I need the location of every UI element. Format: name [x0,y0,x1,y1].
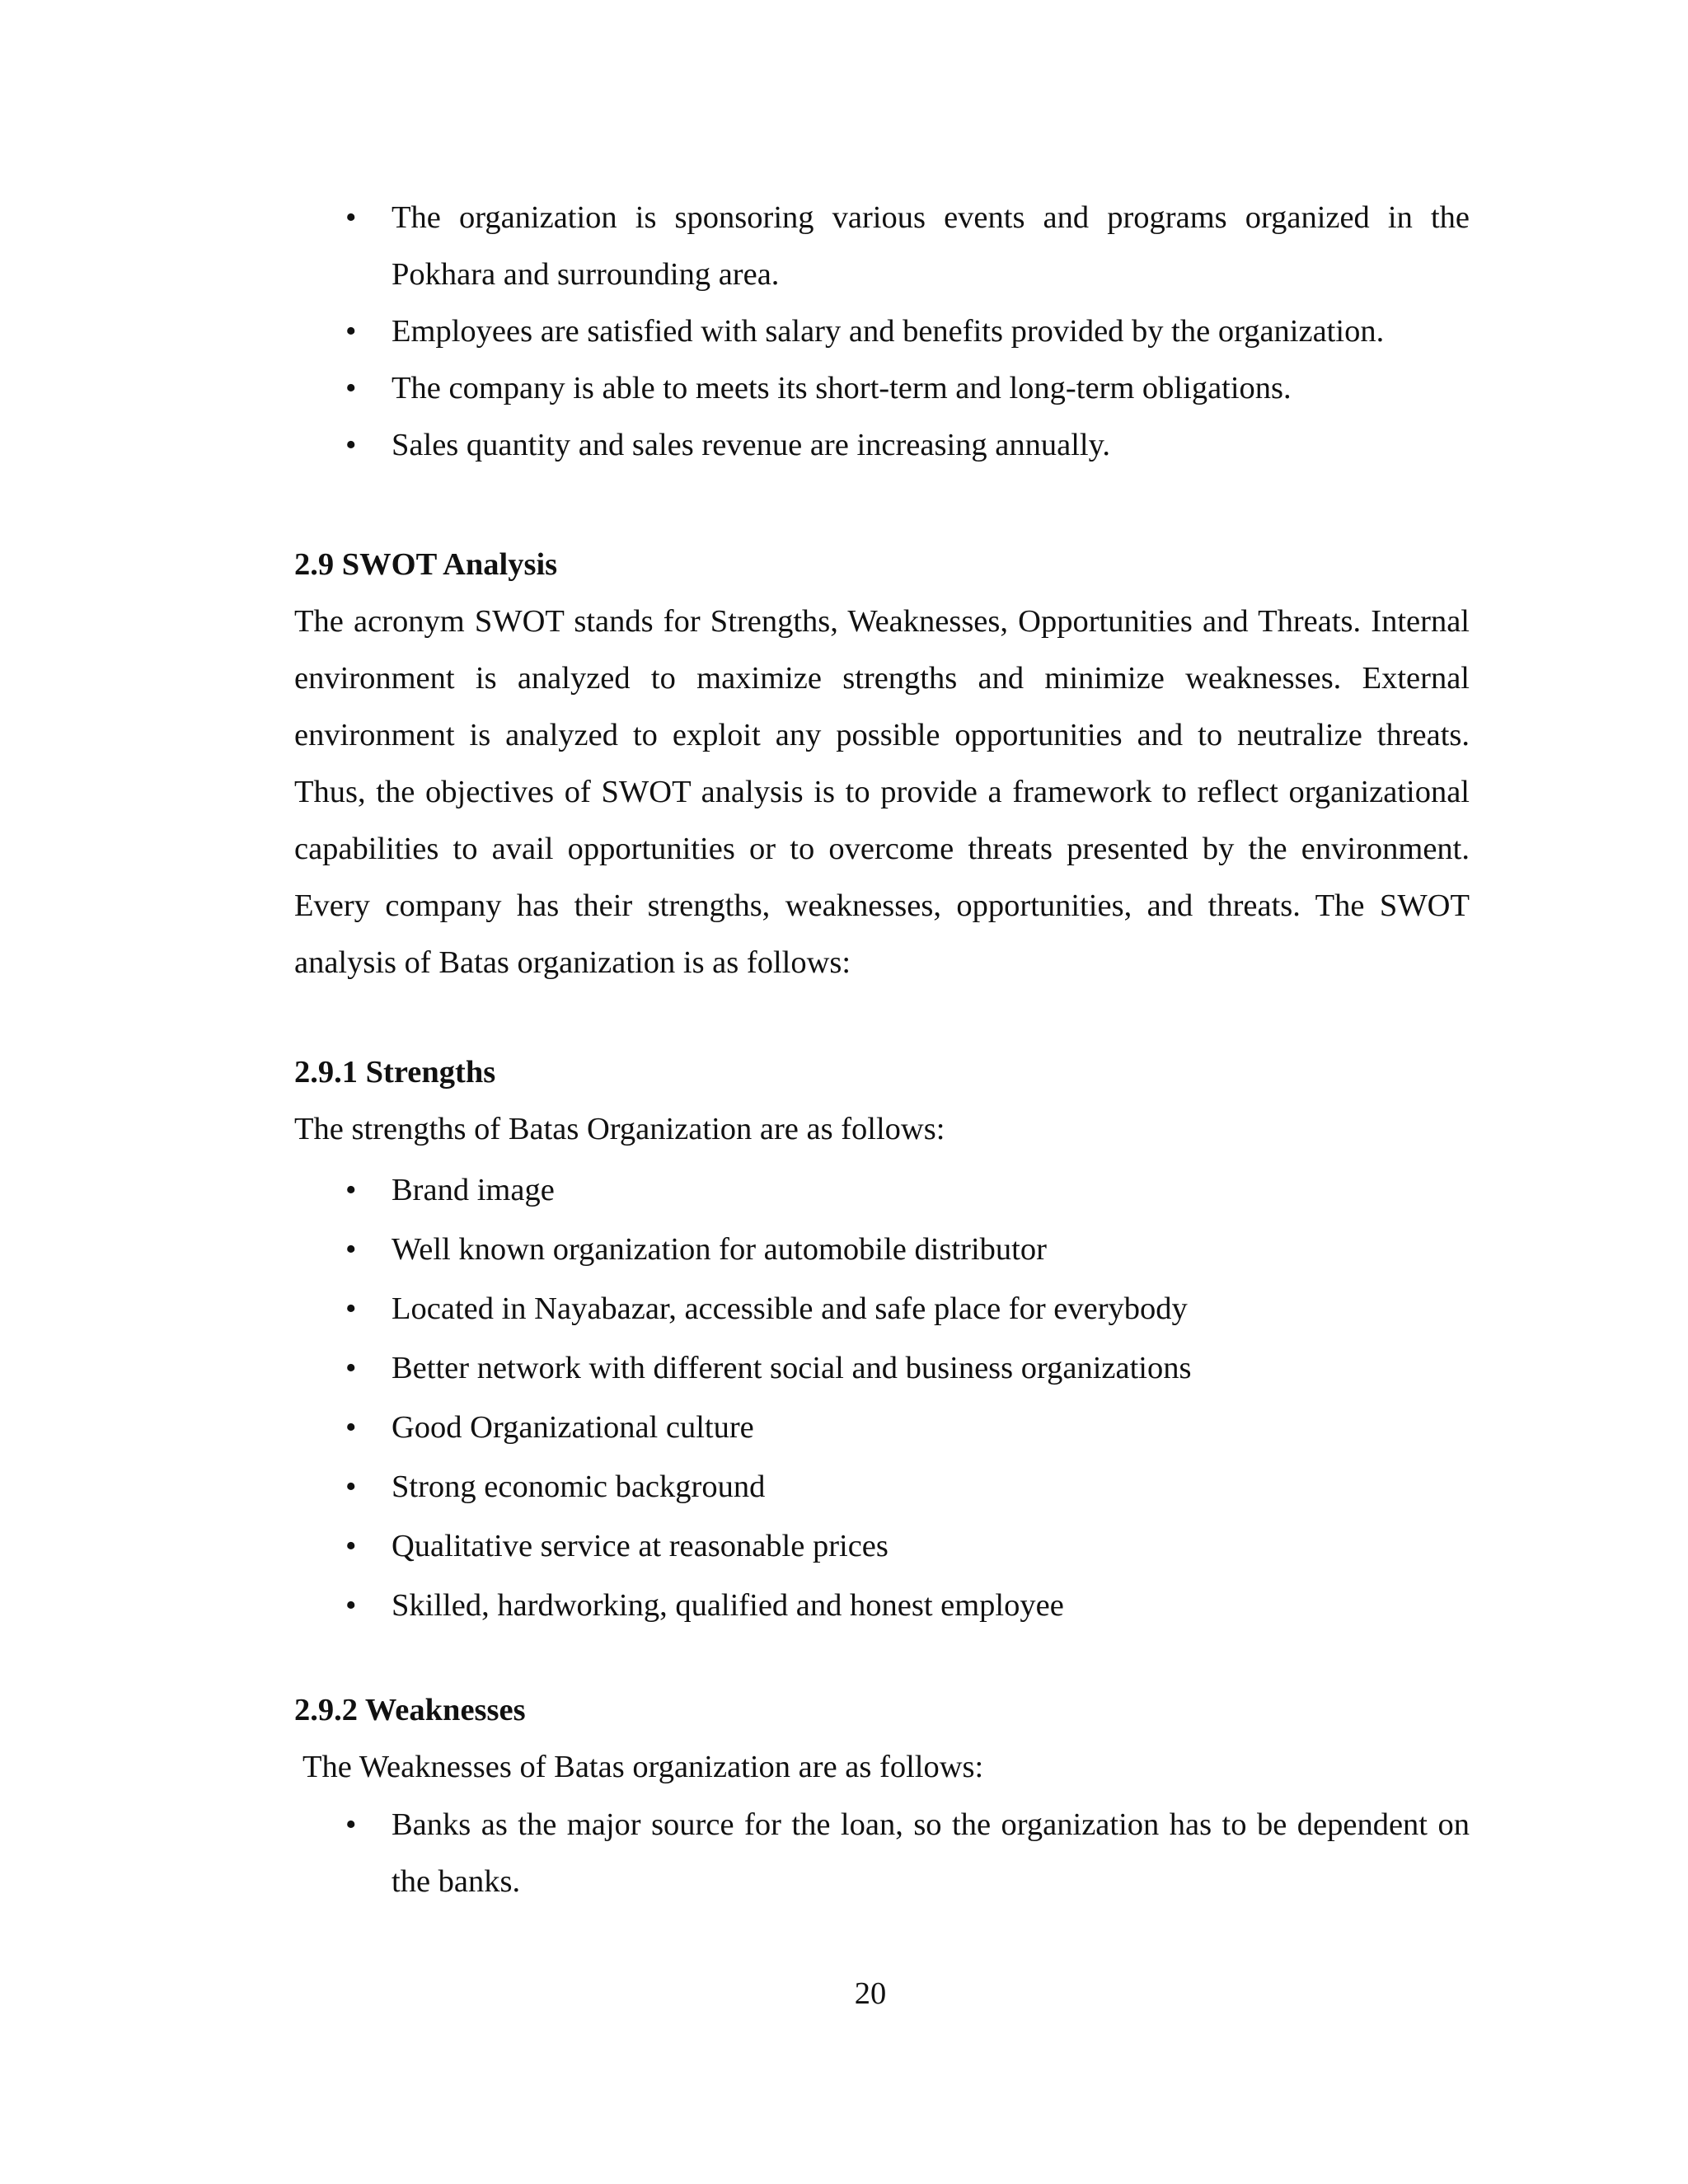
section-heading-weaknesses: 2.9.2 Weaknesses [294,1693,526,1727]
weaknesses-intro: The Weaknesses of Batas organization are as follows: [302,1750,984,1784]
bullet-icon: • [345,1291,357,1326]
list-item-text: The organization is sponsoring various events and programs organized in the Pokhara and surrounding area. [392,200,1470,292]
section-heading-swot: 2.9 SWOT Analysis [294,547,558,582]
list-item-text: Employees are satisfied with salary and benefits provided by the organization. [392,314,1385,349]
list-item [294,417,1470,474]
page-number: 20 [854,1976,887,2011]
bullet-icon: • [345,1410,357,1445]
list-item [294,303,1470,360]
list-item [294,1160,1470,1220]
list-item [294,1398,1470,1457]
list-item-text: The company is able to meets its short-term and long-term obligations. [392,371,1292,405]
list-item-text: Good Organizational culture [392,1410,754,1445]
list-item [294,1279,1470,1338]
list-item [294,1338,1470,1398]
bullet-icon: • [345,1529,357,1563]
list-item [294,360,1470,417]
list-item [294,1516,1470,1576]
list-item-text: Brand image [392,1173,555,1207]
bullet-icon: • [345,1469,357,1504]
list-item-text: Qualitative service at reasonable prices [392,1529,889,1563]
intro-bullet-list [294,190,1470,474]
section-heading-strengths: 2.9.1 Strengths [294,1055,496,1090]
bullet-icon: • [345,200,357,235]
bullet-icon: • [345,314,357,349]
list-item-text: Located in Nayabazar, accessible and safe place for everybody [392,1291,1188,1326]
list-item-text: Banks as the major source for the loan, so the organization has to be dependent on the banks. [392,1807,1470,1899]
list-item-text: Sales quantity and sales revenue are increasing annually. [392,428,1110,462]
list-item-text: Skilled, hardworking, qualified and honest employee [392,1588,1064,1623]
swot-paragraph: The acronym SWOT stands for Strengths, Weaknesses, Opportunities and Threats. Internal environment is analyzed to maximize strengths and minimize weaknesses. External environment is analyzed to exploit any possible opportunities and to neutralize threats. Thus, the objectives of SWOT analysis is to provide a framework to reflect organizational capabilities to avail opportunities or to overcome threats presented by the environment. Every company has their strengths, weaknesses, opportunities, and threats. The SWOT analysis of Batas organization is as follows: [294,604,1470,980]
bullet-icon: • [345,1351,357,1385]
list-item [294,1576,1470,1635]
bullet-icon: • [345,1588,357,1623]
strengths-bullet-list [294,1160,1470,1635]
list-item-text: Better network with different social and business organizations [392,1351,1192,1385]
weaknesses-bullet-list [294,1797,1470,1910]
list-item [294,1797,1470,1910]
list-item [294,190,1470,303]
list-item [294,1220,1470,1279]
bullet-icon: • [345,1232,357,1267]
list-item-text: Strong economic background [392,1469,766,1504]
strengths-intro: The strengths of Batas Organization are as follows: [294,1112,945,1146]
bullet-icon: • [345,1173,357,1207]
bullet-icon: • [345,428,357,462]
bullet-icon: • [345,1807,357,1842]
bullet-icon: • [345,371,357,405]
list-item-text: Well known organization for automobile distributor [392,1232,1047,1267]
list-item [294,1457,1470,1516]
document-page [294,0,1470,2184]
